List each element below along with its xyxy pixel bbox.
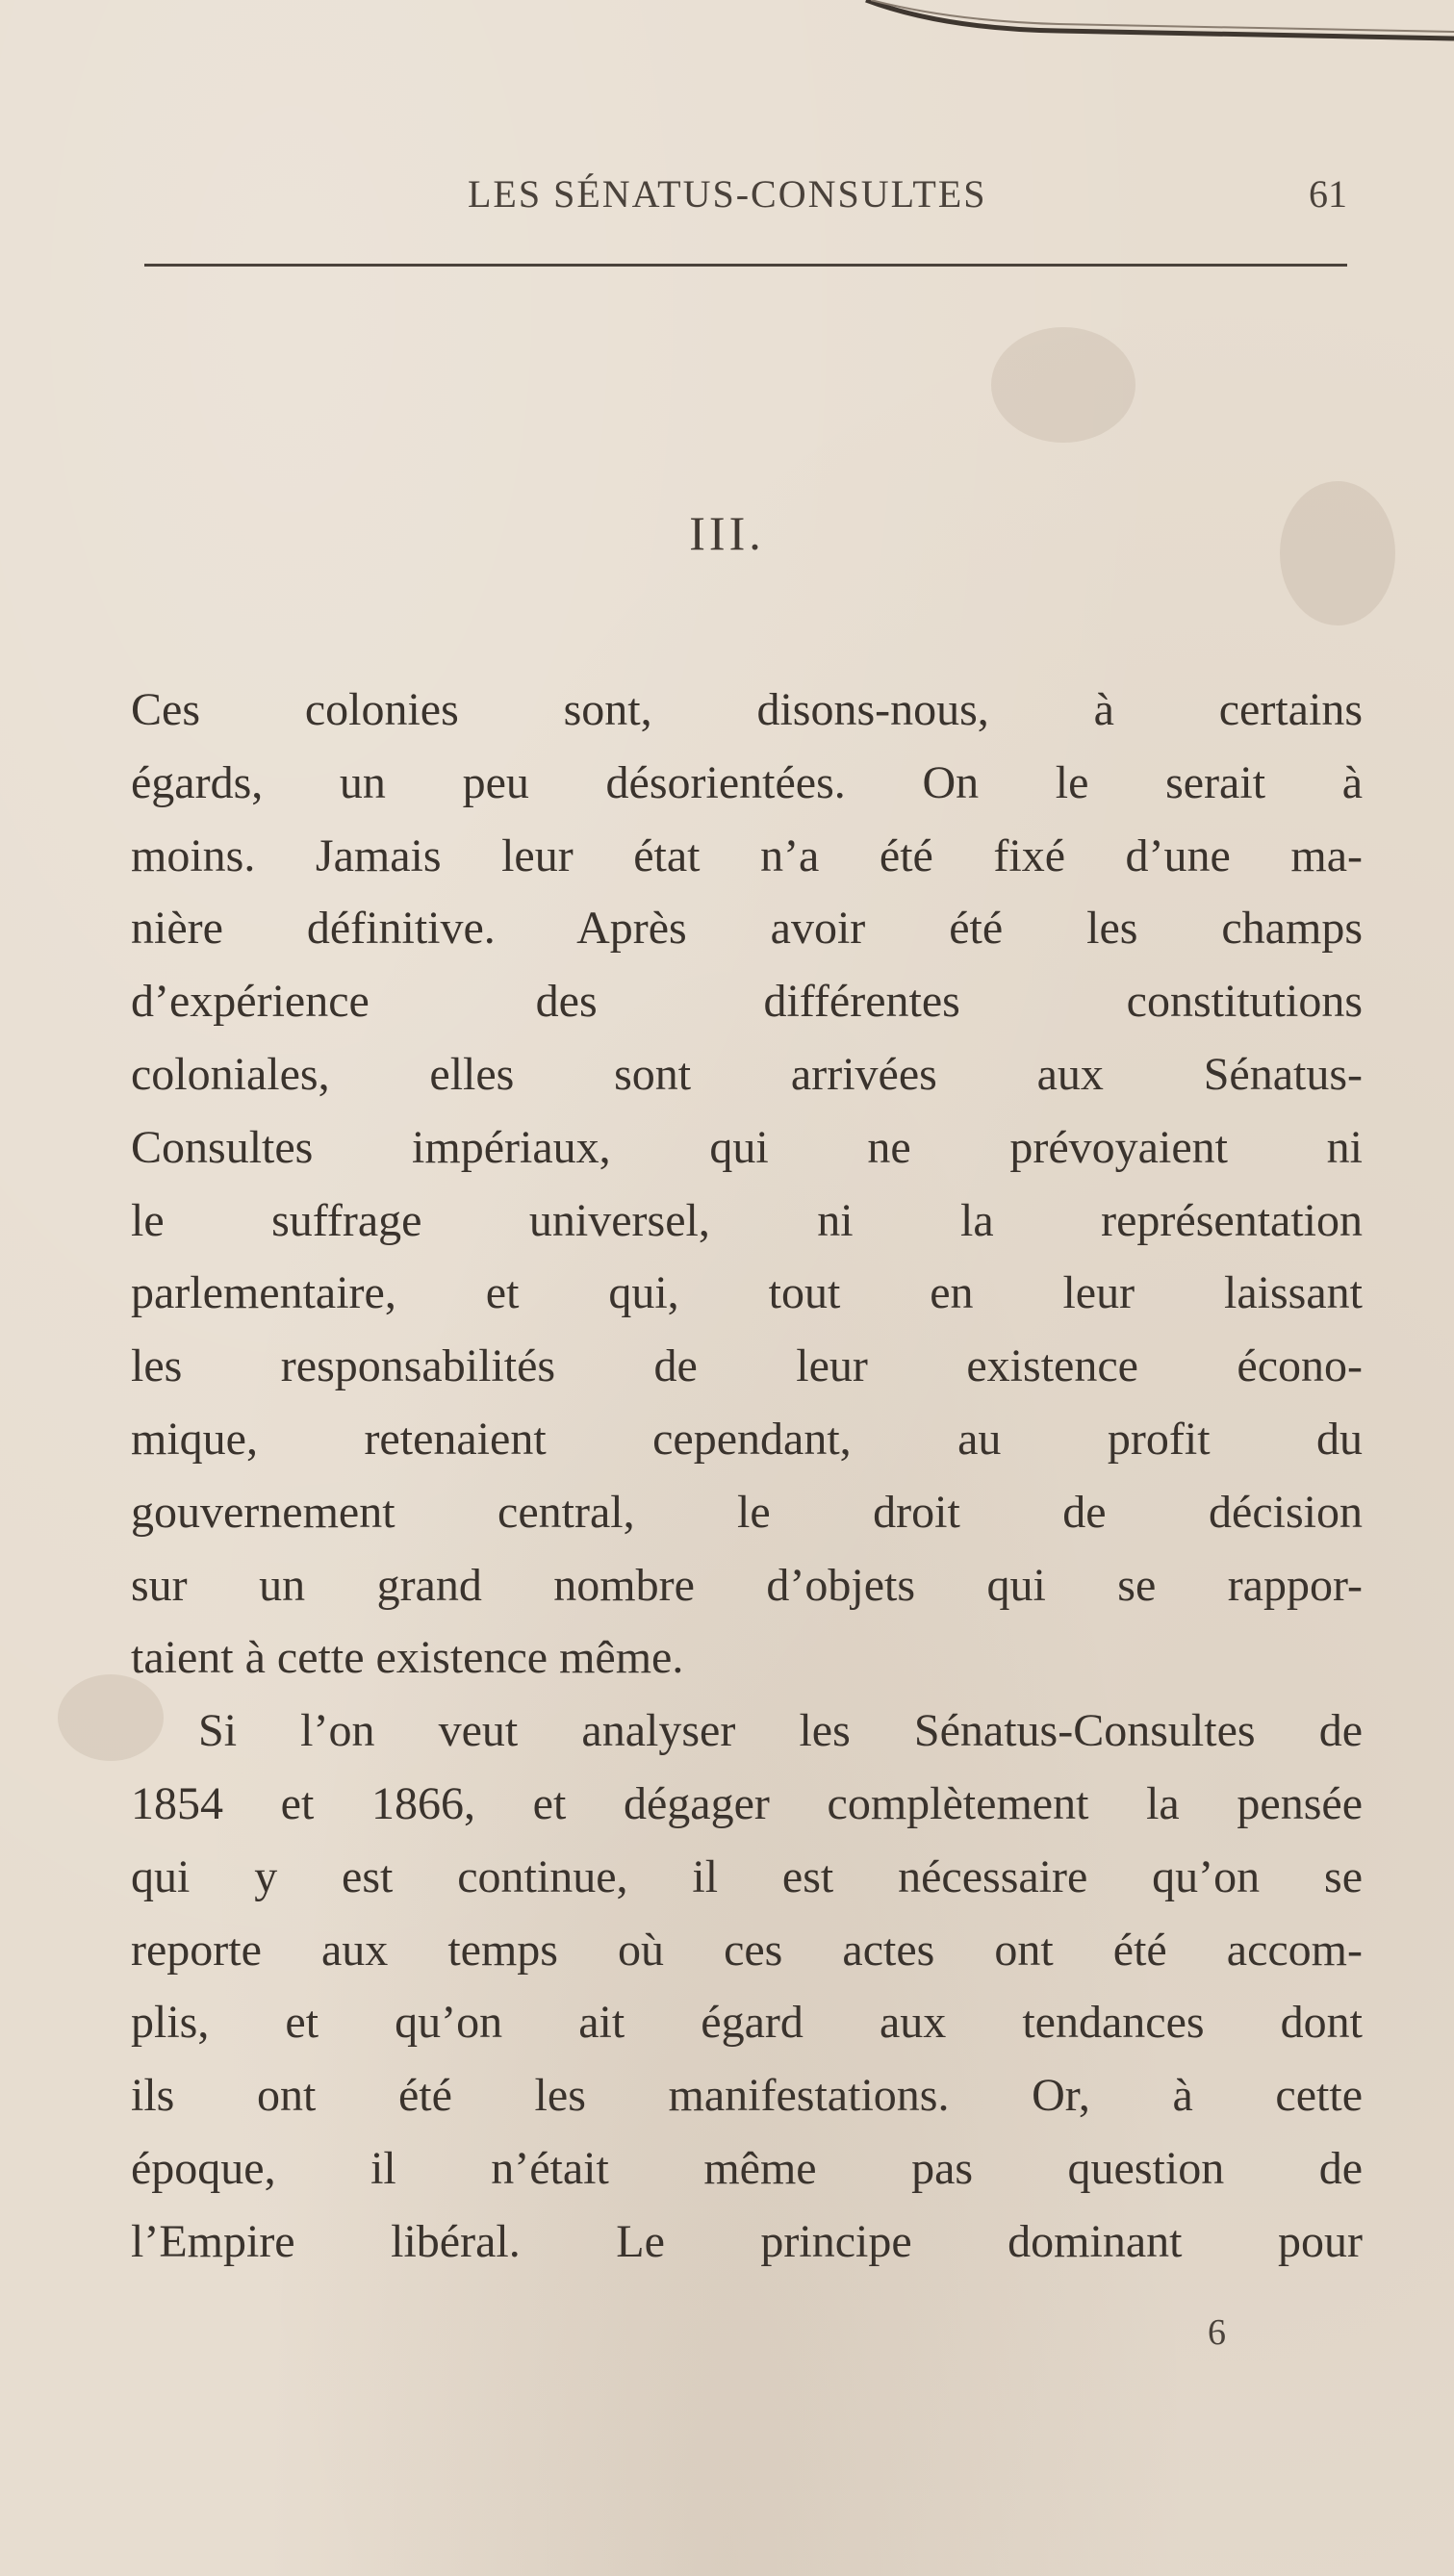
text-line: gouvernement central, le droit de décision — [131, 1486, 1363, 1538]
text-line: nière définitive. Après avoir été les champs — [131, 903, 1363, 955]
text-line: 1854 et 1866, et dégager complètement la pensée — [131, 1777, 1363, 1829]
text-line: le suffrage universel, ni la représentation — [131, 1194, 1363, 1246]
text-line: égards, un peu désorientées. On le serait à — [131, 756, 1363, 808]
text-line: époque, il n’était même pas question de — [131, 2142, 1363, 2194]
text-line: Si l’on veut analyser les Sénatus-Consultes de — [198, 1705, 1363, 1757]
text-line: sur un grand nombre d’objets qui se rappor- — [131, 1559, 1363, 1611]
text-line: parlementaire, et qui, tout en leur laissant — [131, 1267, 1363, 1319]
text-line: ils ont été les manifestations. Or, à cette — [131, 2070, 1363, 2122]
text-line: l’Empire libéral. Le principe dominant pour — [131, 2215, 1363, 2267]
text-line: Consultes impériaux, qui ne prévoyaient ni — [131, 1121, 1363, 1173]
body-text — [131, 674, 1363, 2279]
signature-mark: 6 — [1208, 2312, 1226, 2353]
text-line: reporte aux temps où ces actes ont été accom- — [131, 1924, 1363, 1976]
running-head — [144, 171, 1347, 229]
text-line: mique, retenaient cependant, au profit du — [131, 1413, 1363, 1465]
header-rule — [144, 264, 1347, 267]
text-line: moins. Jamais leur état n’a été fixé d’une ma- — [131, 829, 1363, 881]
text-line: taient à cette existence même. — [131, 1632, 684, 1684]
page-edge-curve — [0, 0, 1454, 77]
section-heading: III. — [689, 506, 765, 560]
paper-stain — [991, 327, 1135, 443]
running-title: LES SÉNATUS-CONSULTES — [468, 172, 987, 216]
text-line: d’expérience des différentes constitutions — [131, 976, 1363, 1028]
page-number: 61 — [1309, 172, 1347, 216]
text-line: les responsabilités de leur existence écono- — [131, 1340, 1363, 1392]
text-line: coloniales, elles sont arrivées aux Sénatus- — [131, 1048, 1363, 1100]
text-line: Ces colonies sont, disons-nous, à certains — [131, 684, 1363, 735]
text-line: qui y est continue, il est nécessaire qu’on se — [131, 1850, 1363, 1902]
text-line: plis, et qu’on ait égard aux tendances dont — [131, 1997, 1363, 2049]
